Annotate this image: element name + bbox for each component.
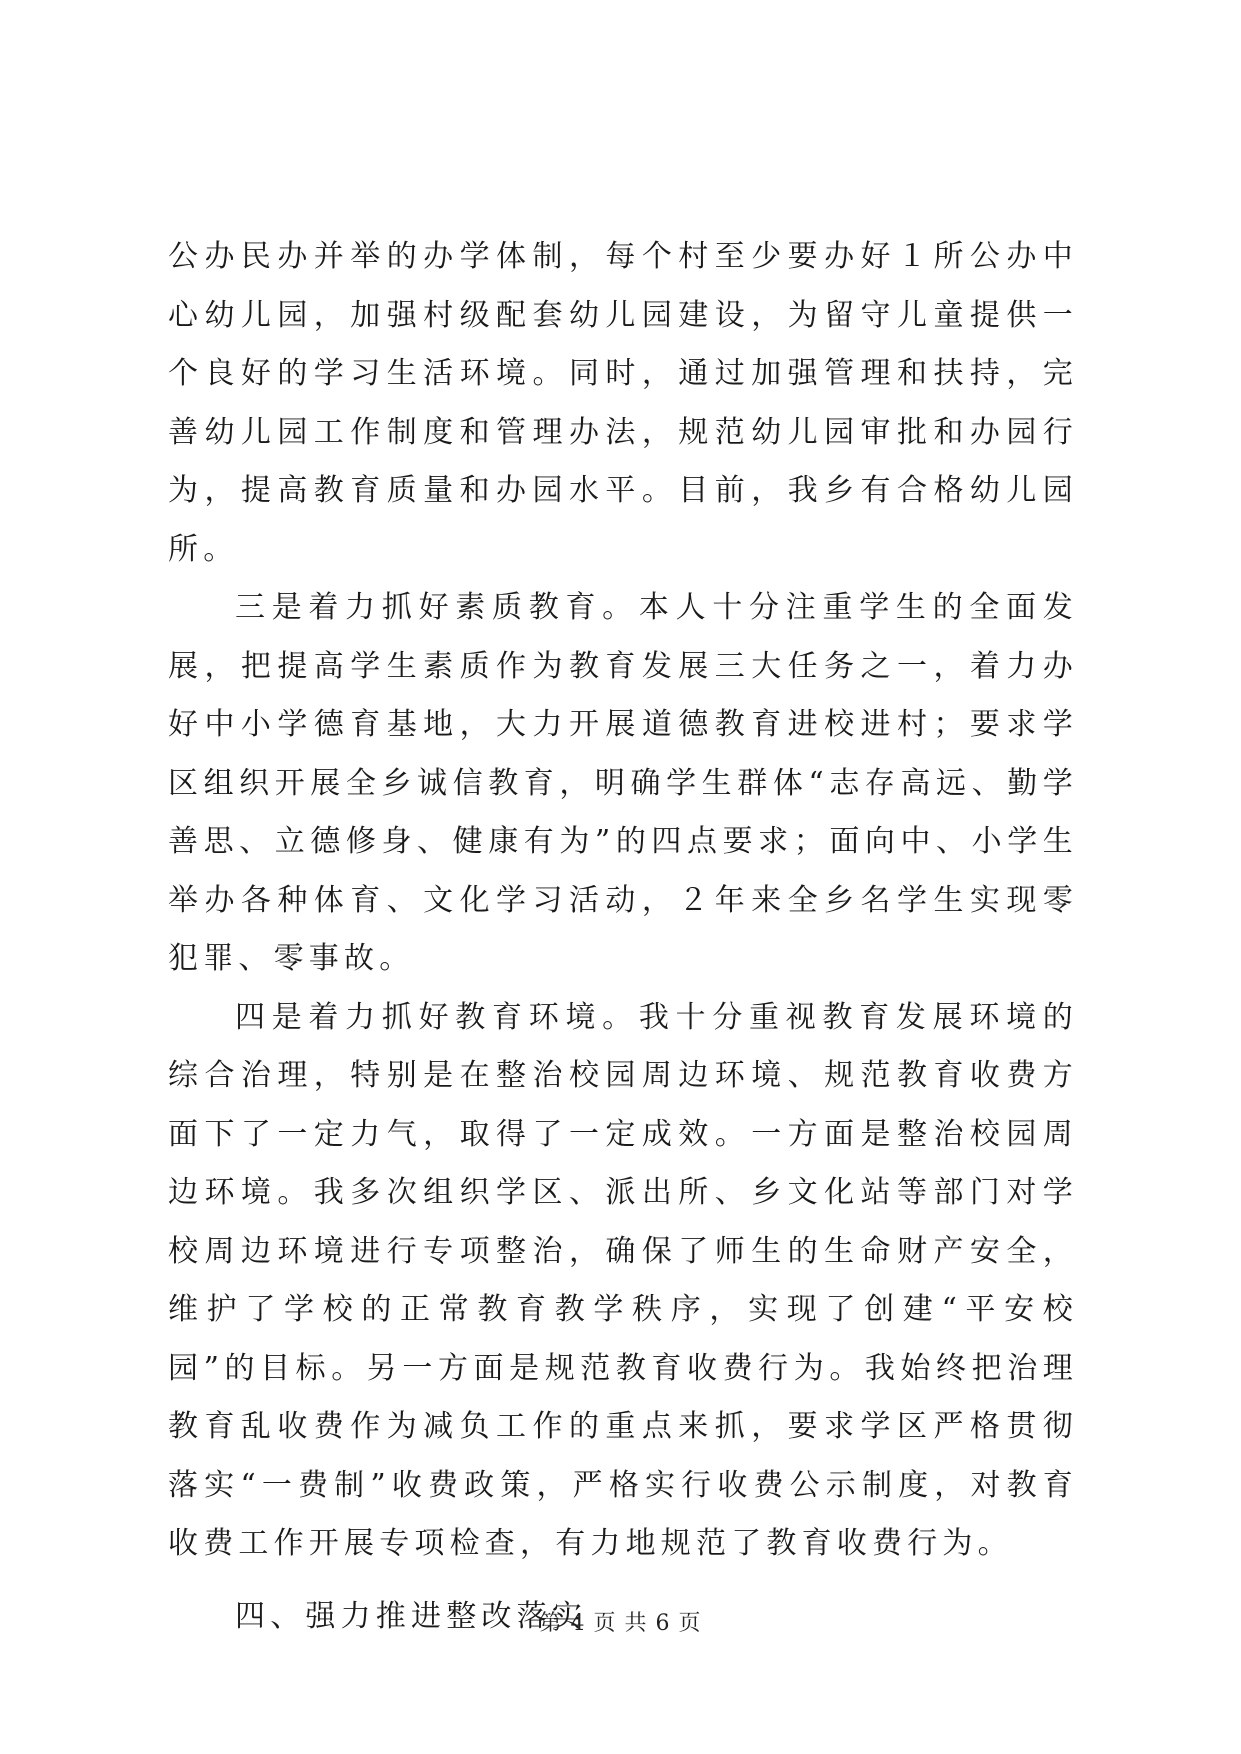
paragraph-education-environment: 四是着力抓好教育环境。我十分重视教育发展环境的综合治理，特别是在整治校园周边环境、规范教育收费方面下了一定力气，取得了一定成效。一方面是整治校园周边环境。我多次组织学区、派出所、乡文化站等部门对学校周边环境进行专项整治，确保了师生的生命财产安全，维护了学校的正常教育教学秩序，实现了创建“平安校园”的目标。另一方面是规范教育收费行为。我始终把治理教育乱收费作为减负工作的重点来抓，要求学区严格贯彻落实“一费制”收费政策，严格实行收费公示制度，对教育收费工作开展专项检查，有力地规范了教育收费行为。 [168,999,1078,1561]
document-body [168,228,1078,1646]
paragraph-continuation: 公办民办并举的办学体制，每个村至少要办好１所公办中心幼儿园，加强村级配套幼儿园建设，为留守儿童提供一个良好的学习生活环境。同时，通过加强管理和扶持，完善幼儿园工作制度和管理办法，规范幼儿园审批和办园行为，提高教育质量和办园水平。目前，我乡有合格幼儿园所。 [168,239,1078,567]
section-heading: 四、强力推进整改落实 [235,1598,587,1634]
paragraph-quality-education: 三是着力抓好素质教育。本人十分注重学生的全面发展，把提高学生素质作为教育发展三大任务之一，着力办好中小学德育基地，大力开展道德教育进校进村；要求学区组织开展全乡诚信教育，明确学生群体“志存高远、勤学善思、立德修身、健康有为”的四点要求；面向中、小学生举办各种体育、文化学习活动，２年来全乡名学生实现零犯罪、零事故。 [168,590,1078,976]
page-number-footer: 第 4 页 共 6 页 [539,1611,702,1636]
